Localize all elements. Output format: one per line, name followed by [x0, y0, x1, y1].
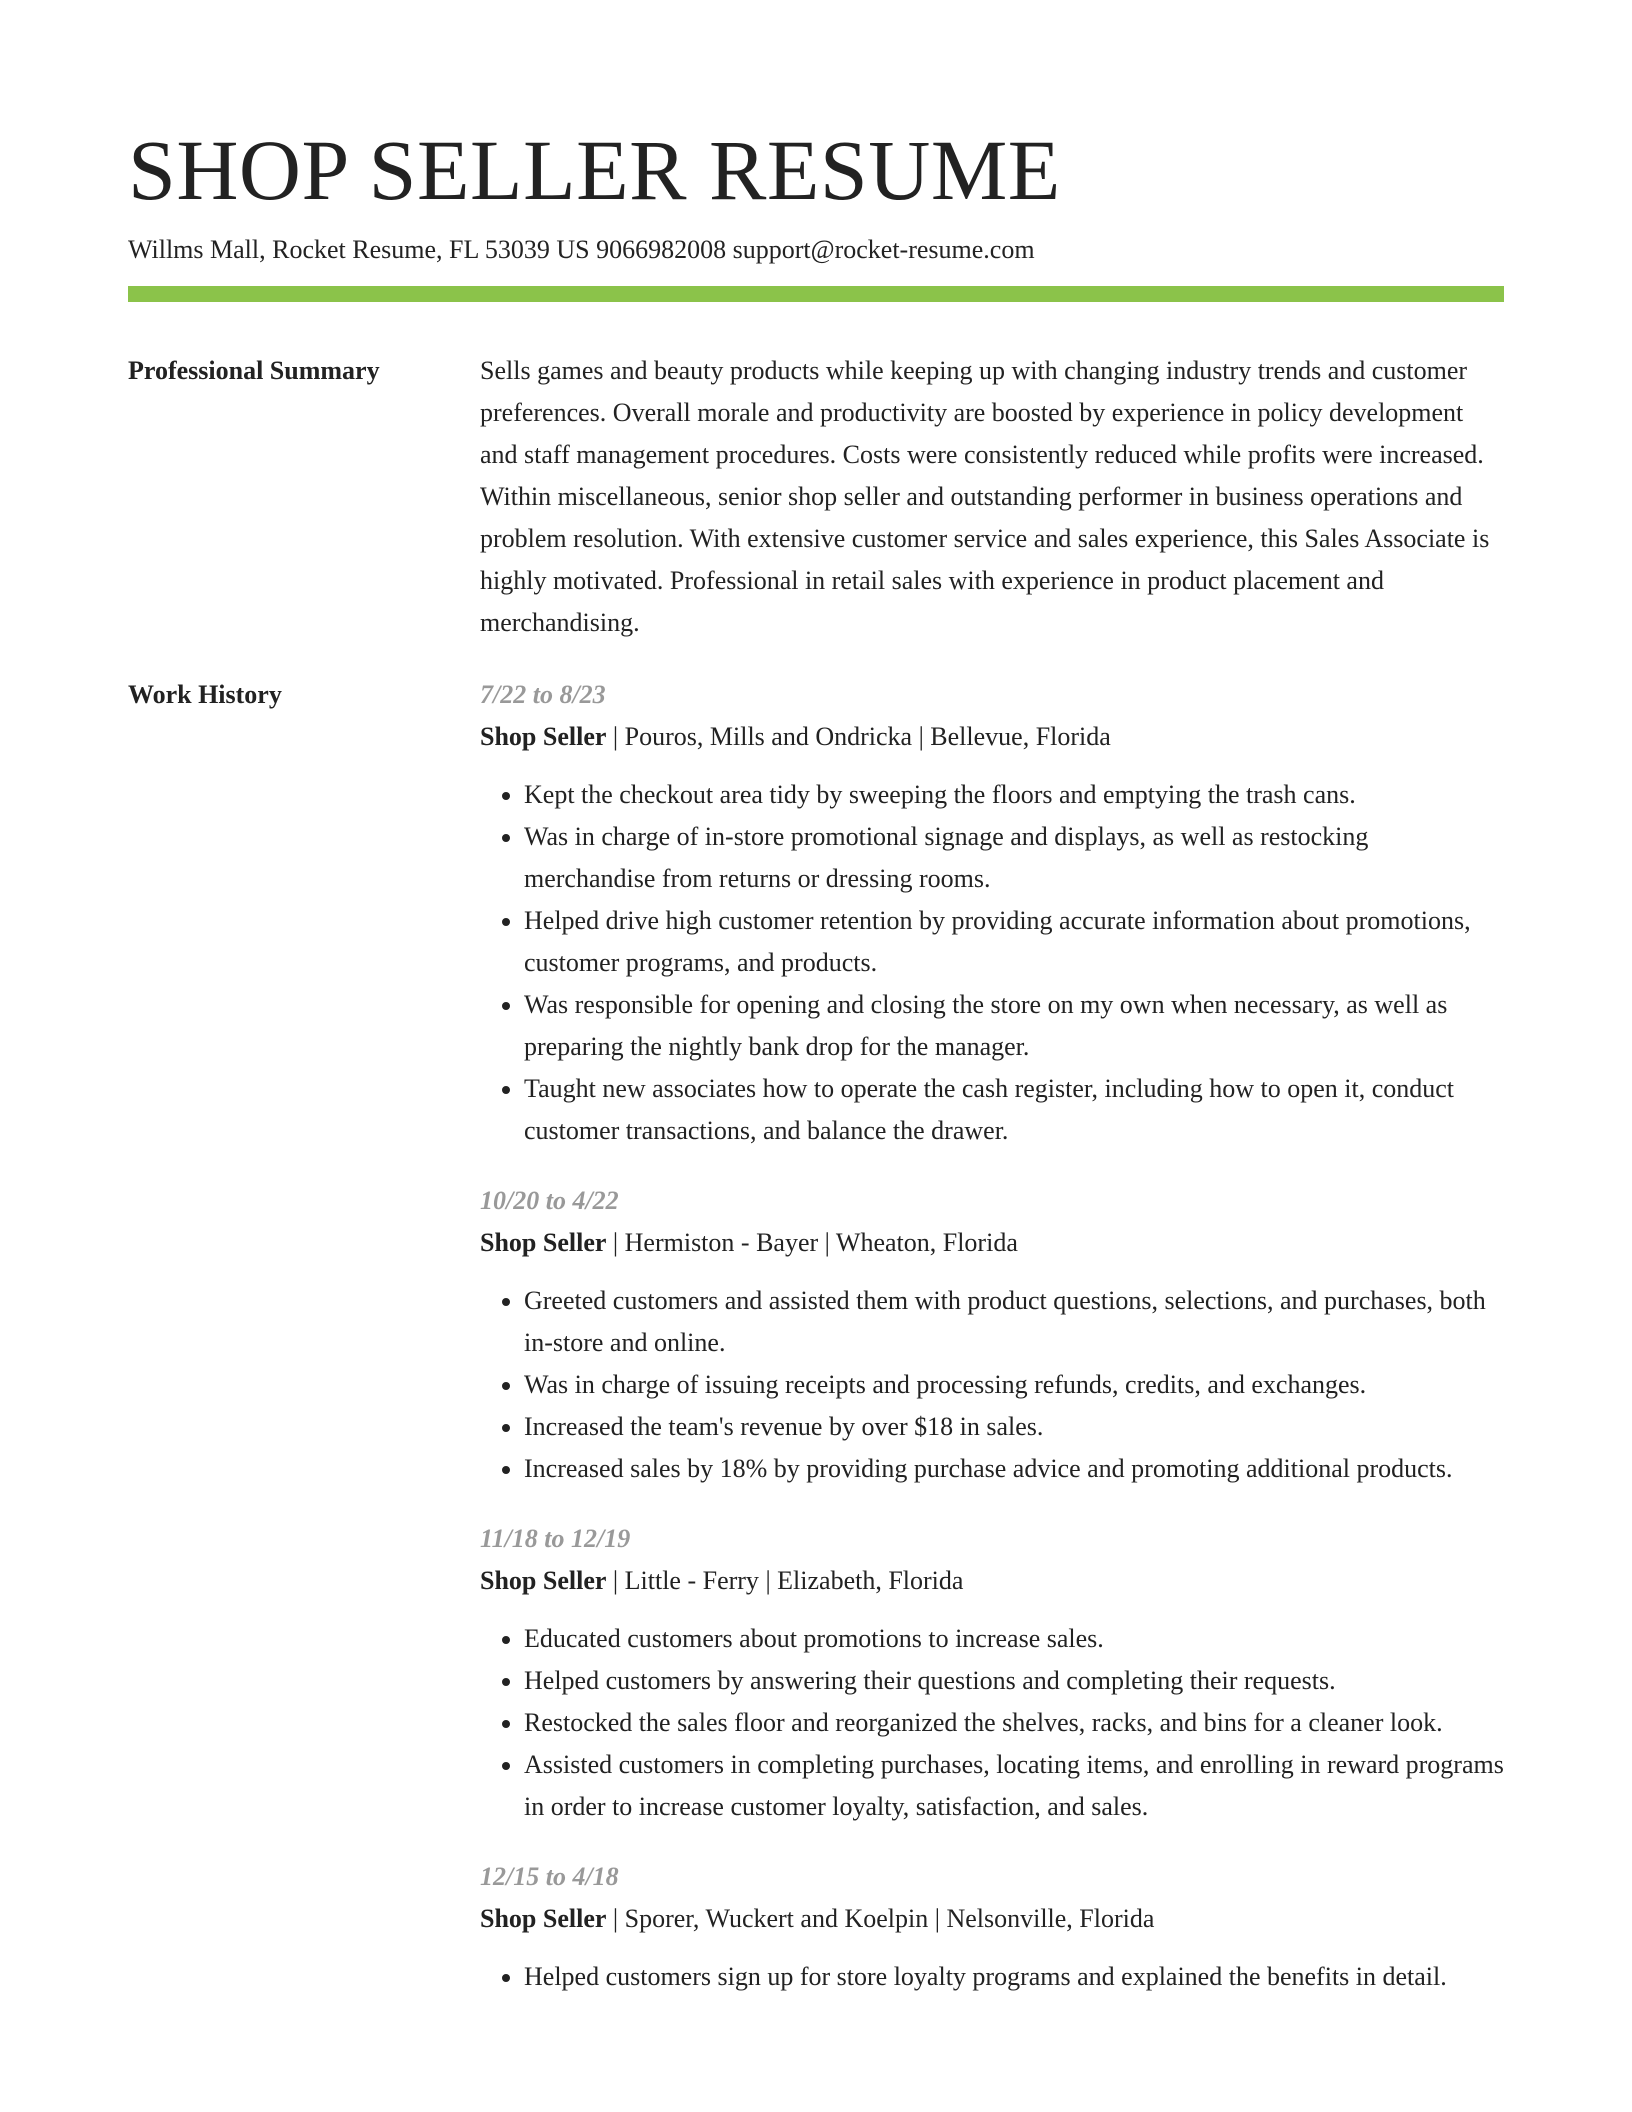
- job-heading: Shop Seller | Sporer, Wuckert and Koelpin | Nelsonville, Florida: [480, 1904, 1155, 1933]
- job-bullets: [480, 774, 1504, 1152]
- job-bullets: [480, 1956, 1504, 1998]
- header-divider: [128, 286, 1504, 302]
- contact-phone: 9066982008: [596, 235, 727, 264]
- work-history-label: Work History: [128, 680, 282, 709]
- job-location: Bellevue, Florida: [930, 722, 1111, 751]
- job-heading: Shop Seller | Little - Ferry | Elizabeth, Florida: [480, 1566, 964, 1595]
- job-entry: [480, 1180, 1504, 1490]
- job-title: Shop Seller: [480, 722, 607, 751]
- job-dates: 10/20 to 4/22: [480, 1186, 619, 1215]
- job-bullets: [480, 1618, 1504, 1828]
- job-bullet: • Taught new associates how to operate the cash register, including how to open it, conduct customer transactions, and balance the drawer.: [524, 1068, 1504, 1152]
- job-heading: Shop Seller | Hermiston - Bayer | Wheaton, Florida: [480, 1228, 1018, 1257]
- job-location: Nelsonville, Florida: [946, 1904, 1155, 1933]
- job-company: Hermiston - Bayer: [624, 1228, 819, 1257]
- resume-page: [128, 118, 1504, 2026]
- job-bullet: • Educated customers about promotions to increase sales.: [524, 1618, 1504, 1660]
- summary-text: Sells games and beauty products while keeping up with changing industry trends and customer preferences. Overall morale and productivity are boosted by experience in policy development and staff management procedures. Costs were consistently reduced while profits were increased. Within miscellaneous, senior shop seller and outstanding performer in business operations and problem resolution. With extensive customer service and sales experience, this Sales Associate is highly motivated. Professional in retail sales with experience in product placement and merchandising.: [480, 356, 1490, 637]
- job-bullet: • Increased the team's revenue by over $18 in sales.: [524, 1406, 1504, 1448]
- summary-section: [128, 350, 1504, 644]
- job-bullet: • Kept the checkout area tidy by sweeping the floors and emptying the trash cans.: [524, 774, 1504, 816]
- job-location: Elizabeth, Florida: [777, 1566, 964, 1595]
- job-company: Little - Ferry: [624, 1566, 759, 1595]
- job-bullets: [480, 1280, 1504, 1490]
- resume-title: SHOP SELLER RESUME: [128, 122, 1061, 218]
- job-bullet: • Helped drive high customer retention by providing accurate information about promotions, customer programs, and products.: [524, 900, 1504, 984]
- job-bullet: • Increased sales by 18% by providing purchase advice and promoting additional products.: [524, 1448, 1504, 1490]
- job-entry: [480, 1856, 1504, 1998]
- job-entry: [480, 674, 1504, 1152]
- job-bullet: • Restocked the sales floor and reorganized the shelves, racks, and bins for a cleaner look.: [524, 1702, 1504, 1744]
- work-history-section: [128, 674, 1504, 2026]
- job-bullet: • Helped customers by answering their questions and completing their requests.: [524, 1660, 1504, 1702]
- job-dates: 7/22 to 8/23: [480, 680, 606, 709]
- job-location: Wheaton, Florida: [835, 1228, 1018, 1257]
- job-dates: 11/18 to 12/19: [480, 1524, 631, 1553]
- job-bullet: • Greeted customers and assisted them with product questions, selections, and purchases, both in-store and online.: [524, 1280, 1504, 1364]
- job-bullet: • Helped customers sign up for store loyalty programs and explained the benefits in detail.: [524, 1956, 1504, 1998]
- job-company: Sporer, Wuckert and Koelpin: [624, 1904, 929, 1933]
- job-title: Shop Seller: [480, 1228, 607, 1257]
- job-bullet: • Was in charge of in-store promotional signage and displays, as well as restocking merchandise from returns or dressing rooms.: [524, 816, 1504, 900]
- job-bullet: • Was in charge of issuing receipts and processing refunds, credits, and exchanges.: [524, 1364, 1504, 1406]
- summary-label: Professional Summary: [128, 356, 380, 385]
- job-dates: 12/15 to 4/18: [480, 1862, 619, 1891]
- job-bullet: • Assisted customers in completing purchases, locating items, and enrolling in reward programs in order to increase customer loyalty, satisfaction, and sales.: [524, 1744, 1504, 1828]
- job-company: Pouros, Mills and Ondricka: [624, 722, 913, 751]
- job-title: Shop Seller: [480, 1904, 607, 1933]
- contact-line: [128, 232, 1504, 268]
- job-title: Shop Seller: [480, 1566, 607, 1595]
- work-history-list: [480, 674, 1504, 2026]
- job-entry: [480, 1518, 1504, 1828]
- contact-email: support@rocket-resume.com: [732, 235, 1035, 264]
- contact-address: Willms Mall, Rocket Resume, FL 53039 US: [128, 235, 590, 264]
- job-heading: Shop Seller | Pouros, Mills and Ondricka | Bellevue, Florida: [480, 722, 1111, 751]
- job-bullet: • Was responsible for opening and closing the store on my own when necessary, as well as preparing the nightly bank drop for the manager.: [524, 984, 1504, 1068]
